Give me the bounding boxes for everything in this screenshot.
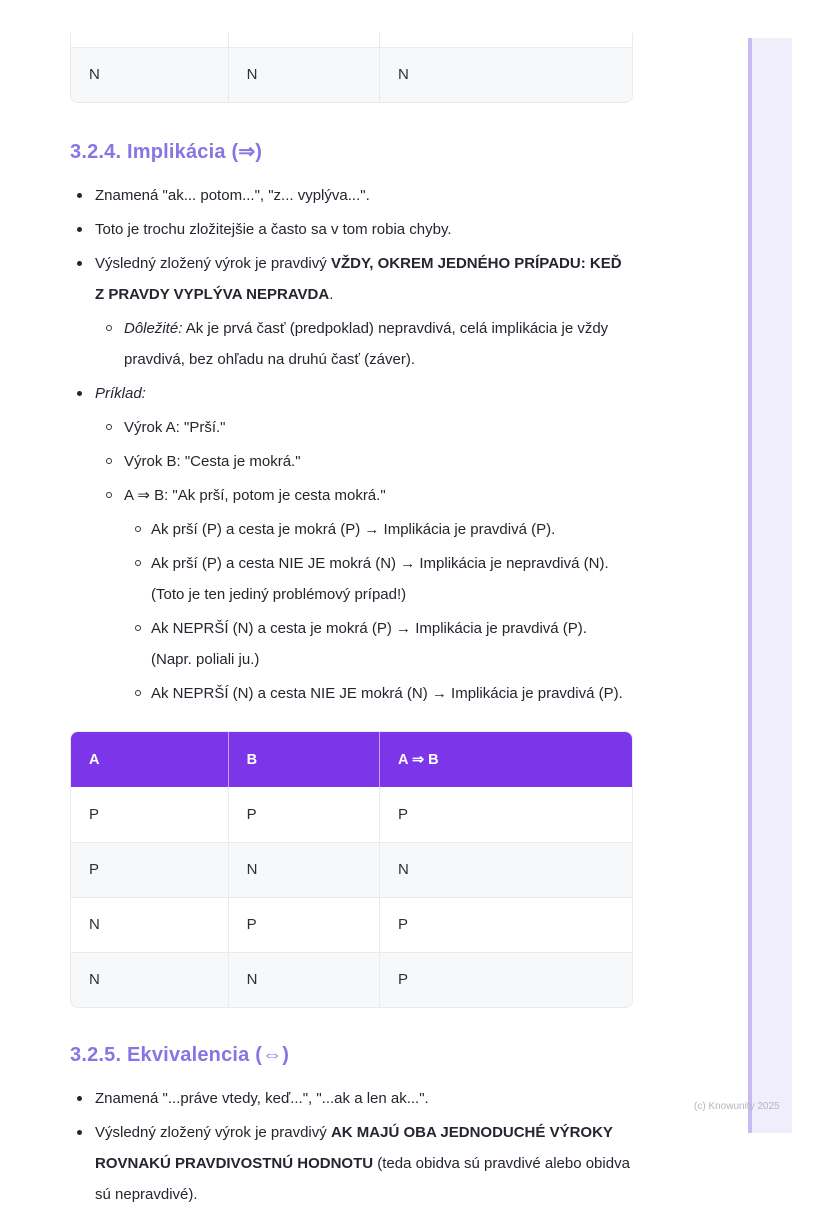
text-segment: (Toto je ten jediný problémový prípad!): [151, 586, 407, 603]
list-item: [70, 214, 633, 245]
list-item: [126, 514, 633, 545]
text-segment: (Napr. poliali ju.): [151, 651, 260, 668]
text-segment: Výrok A: "Prší.": [124, 419, 226, 436]
list-item: [97, 480, 633, 709]
list-item: [97, 412, 633, 443]
text-segment: Ak je prvá časť (predpoklad) nepravdivá, celá implikácia je vždy pravdivá, bez ohľadu na druhú časť (záver).: [124, 320, 609, 368]
text-segment: Výrok B: "Cesta je mokrá.": [124, 453, 301, 470]
table-cell: N: [71, 47, 228, 102]
list-item: [70, 1117, 633, 1210]
equivalence-bullet-list: [70, 1083, 633, 1210]
list-item: [126, 678, 633, 709]
list-item: [70, 180, 633, 211]
table-row: [71, 787, 632, 842]
table-header-cell: B: [228, 732, 379, 787]
text-segment: VŽDY, OKREM JEDNÉHO PRÍPADU: KEĎ Z PRAVDY VYPLÝVA NEPRAVDA: [95, 255, 622, 303]
table-row: [71, 47, 632, 102]
table-cell: N: [71, 897, 228, 952]
text-segment: Znamená "...práve vtedy, keď...", "...ak a len ak...".: [95, 1090, 429, 1107]
page-edge-strip: [748, 38, 792, 1133]
table-cell: P: [380, 897, 632, 952]
text-segment: AK MAJÚ OBA JEDNODUCHÉ VÝROKY ROVNAKÚ PRAVDIVOSTNÚ HODNOTU: [95, 1124, 613, 1172]
nested-list: [97, 313, 633, 375]
text-segment: (teda obidva sú pravdivé alebo obidva sú nepravdivé).: [95, 1155, 630, 1203]
text-segment: A ⇒ B: "Ak prší, potom je cesta mokrá.": [124, 487, 386, 504]
list-item: [97, 446, 633, 477]
table-row: [71, 842, 632, 897]
table-cell: [380, 33, 632, 47]
table-cell: N: [380, 47, 632, 102]
text-segment: Znamená "ak... potom...", "z... vyplýva...".: [95, 187, 370, 204]
table-cell: P: [228, 787, 379, 842]
table-header-row: [71, 732, 632, 787]
text-segment: Ak prší (P) a cesta je mokrá (P) → Implikácia je pravdivá (P).: [151, 521, 556, 538]
table-cell: [71, 33, 228, 47]
text-segment: Ak NEPRŠÍ (N) a cesta je mokrá (P) → Implikácia je pravdivá (P).: [151, 620, 587, 637]
text-segment: Ak NEPRŠÍ (N) a cesta NIE JE mokrá (N) → Implikácia je pravdivá (P).: [151, 685, 623, 702]
table-cell: N: [71, 952, 228, 1007]
table-cell: P: [380, 952, 632, 1007]
table-cell: N: [228, 842, 379, 897]
text-segment: Výsledný zložený výrok je pravdivý: [95, 1124, 331, 1141]
text-segment: Výsledný zložený výrok je pravdivý: [95, 255, 331, 272]
list-item: [70, 378, 633, 709]
text-segment: Ak prší (P) a cesta NIE JE mokrá (N) → Implikácia je nepravdivá (N).: [151, 555, 609, 572]
text-segment: .: [329, 286, 334, 303]
section-heading-implication: 3.2.4. Implikácia (⇒): [70, 141, 263, 163]
text-segment: Dôležité:: [124, 320, 183, 337]
table-row: [71, 897, 632, 952]
implication-bullet-list: [70, 180, 633, 709]
truth-table-fragment: [70, 33, 633, 103]
watermark: (c) Knowunity 2025: [694, 1101, 780, 1112]
list-item: [70, 248, 633, 375]
table-header-cell: A ⇒ B: [380, 732, 632, 787]
text-segment: Toto je trochu zložitejšie a často sa v tom robia chyby.: [95, 221, 452, 238]
table-cell: N: [228, 952, 379, 1007]
table-cell: N: [380, 842, 632, 897]
document-page: [70, 0, 633, 1213]
implication-truth-table: [70, 731, 633, 1008]
list-item: [126, 613, 633, 675]
nested-list: [126, 514, 633, 709]
table-row: [71, 33, 632, 47]
list-item: [70, 1083, 633, 1114]
table-cell: N: [228, 47, 379, 102]
nested-list: [97, 412, 633, 709]
table-cell: P: [228, 897, 379, 952]
list-item: [97, 313, 633, 375]
list-item: [126, 548, 633, 610]
table-cell: P: [71, 842, 228, 897]
table-cell: P: [380, 787, 632, 842]
table-row: [71, 952, 632, 1007]
table-cell: P: [71, 787, 228, 842]
table-cell: [228, 33, 379, 47]
section-heading-equivalence: 3.2.5. Ekvivalencia (⇔): [70, 1044, 290, 1066]
text-segment: Príklad:: [95, 385, 146, 402]
table-header-cell: A: [71, 732, 228, 787]
